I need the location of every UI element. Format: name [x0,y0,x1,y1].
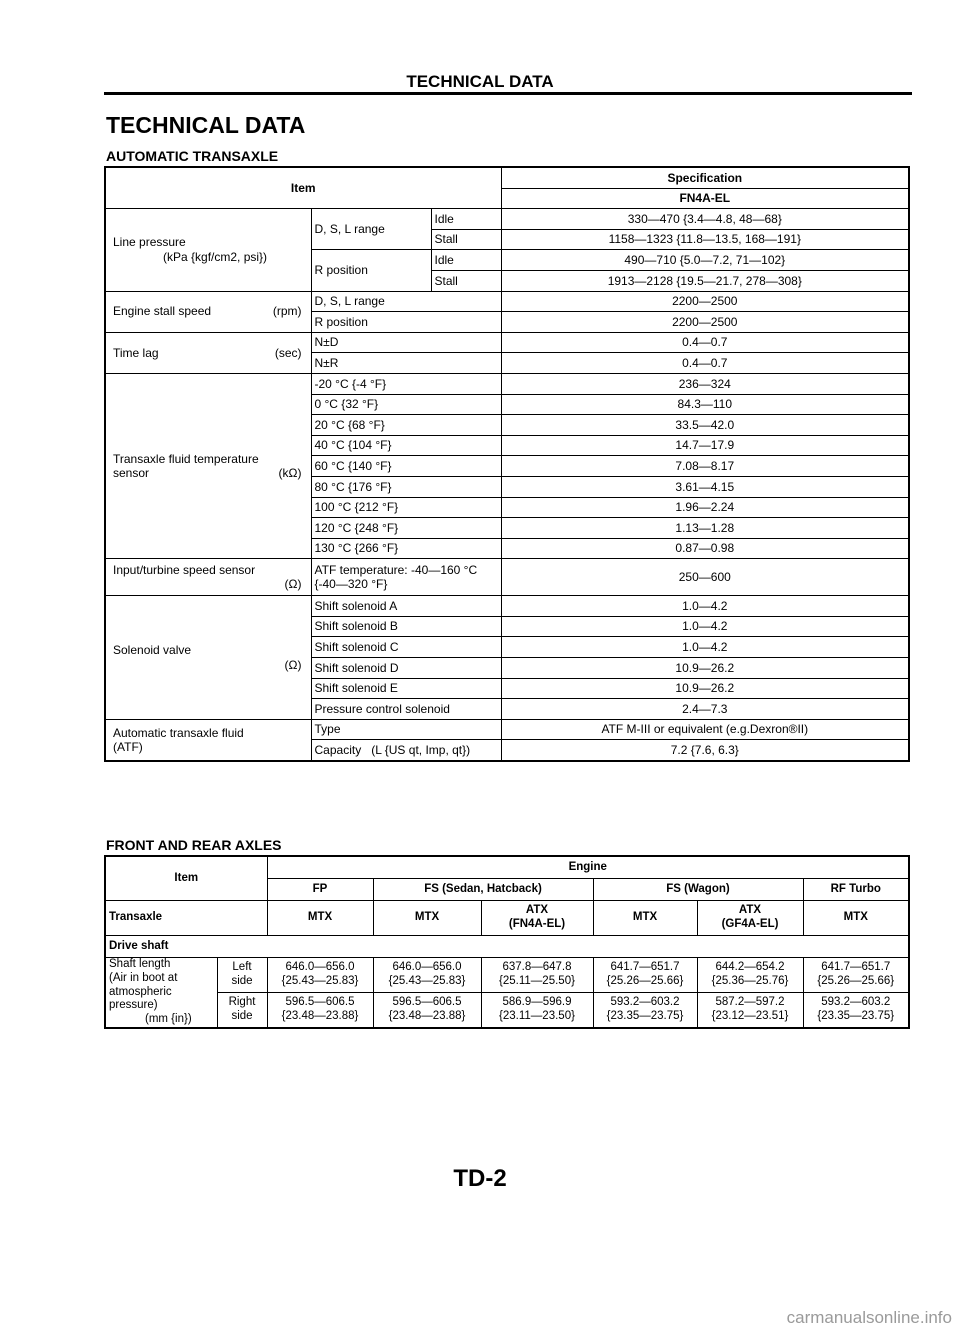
fluid-temp-row: 0 °C {32 °F} [311,394,501,415]
line-pressure-label: Line pressure (kPa {kgf/cm2, psi}) [105,209,311,291]
page-number: TD-2 [453,1165,507,1192]
automatic-transaxle-table [104,166,910,762]
spec-value: 33.5—42.0 [501,415,909,436]
engine-fs-sedan: FS (Sedan, Hatcback) [373,879,593,901]
spec-value: ATF M-III or equivalent (e.g.Dexron®II) [501,719,909,740]
stall-label: Stall [431,270,501,291]
watermark[interactable]: carmanualsonline.info [786,1308,952,1327]
right-value: 593.2—603.2 {23.35—23.75} [803,993,909,1029]
spec-value: 1.13—1.28 [501,518,909,539]
transaxle-fs-mtx: MTX [373,901,481,936]
stall-speed-label: Engine stall speed (rpm) [105,291,311,332]
spec-header: Specification [501,167,909,188]
header-rule [104,92,912,95]
atf-label: Automatic transaxle fluid (ATF) [105,719,311,761]
engine-header: Engine [267,856,909,879]
fluid-temp-row: 120 °C {248 °F} [311,518,501,539]
line-pressure-r: R position [311,250,431,291]
spec-value: 1.0—4.2 [501,596,909,617]
spec-value: 3.61—4.15 [501,476,909,497]
spec-value: 7.2 {7.6, 6.3} [501,740,909,761]
speed-sensor-condition: ATF temperature: -40—160 °C {-40—320 °F} [311,559,501,596]
solenoid-label: Solenoid valve (Ω) [105,596,311,720]
stall-speed-dsl: D, S, L range [311,291,501,312]
transaxle-wagon-atx: ATX (GF4A-EL) [697,901,803,936]
section-title-axles: FRONT AND REAR AXLES [106,837,282,853]
time-lag-nr: N±R [311,353,501,374]
left-value: 644.2—654.2 {25.36—25.76} [697,958,803,993]
fluid-temp-label: Transaxle fluid temperature sensor (kΩ) [105,373,311,558]
transaxle-fp: MTX [267,901,373,936]
axle-item-header: Item [105,856,267,901]
spec-value: 2200—2500 [501,291,909,312]
spec-value: 2200—2500 [501,312,909,333]
model-header: FN4A-EL [501,188,909,209]
line-pressure-dsl: D, S, L range [311,209,431,250]
fluid-temp-row: 20 °C {68 °F} [311,415,501,436]
spec-value: 1.0—4.2 [501,637,909,658]
engine-fp: FP [267,879,373,901]
solenoid-row: Shift solenoid A [311,596,501,617]
spec-value: 490—710 {5.0—7.2, 71—102} [501,250,909,271]
left-value: 641.7—651.7 {25.26—25.66} [803,958,909,993]
spec-value: 1.96—2.24 [501,497,909,518]
fluid-temp-row: 100 °C {212 °F} [311,497,501,518]
right-value: 587.2—597.2 {23.12—23.51} [697,993,803,1029]
solenoid-row: Shift solenoid B [311,616,501,637]
item-header: Item [105,167,501,209]
drive-shaft-label: Drive shaft [105,936,909,958]
transaxle-label: Transaxle [105,901,267,936]
spec-value: 1158—1323 {11.8—13.5, 168—191} [501,229,909,250]
section-title-automatic-transaxle: AUTOMATIC TRANSAXLE [106,148,279,164]
spec-value: 1.0—4.2 [501,616,909,637]
spec-value: 10.9—26.2 [501,678,909,699]
spec-value: 250—600 [501,559,909,596]
fluid-temp-row: 60 °C {140 °F} [311,456,501,477]
shaft-length-label: Shaft length (Air in boot at atmospheric pressure) (mm {in}) [105,958,217,1029]
left-side-label: Left side [217,958,267,993]
spec-value: 1913—2128 {19.5—21.7, 278—308} [501,270,909,291]
time-lag-nd: N±D [311,332,501,353]
spec-value: 10.9—26.2 [501,658,909,679]
solenoid-row: Shift solenoid D [311,658,501,679]
stall-speed-r: R position [311,312,501,333]
spec-value: 84.3—110 [501,394,909,415]
right-value: 593.2—603.2 {23.35—23.75} [593,993,697,1029]
left-value: 646.0—656.0 {25.43—25.83} [373,958,481,993]
spec-value: 330—470 {3.4—4.8, 48—68} [501,209,909,230]
right-value: 596.5—606.5 {23.48—23.88} [373,993,481,1029]
solenoid-row: Pressure control solenoid [311,699,501,720]
fluid-temp-row: -20 °C {-4 °F} [311,373,501,394]
page-title: TECHNICAL DATA [106,112,306,138]
spec-value: 0.4—0.7 [501,332,909,353]
stall-label: Stall [431,229,501,250]
left-value: 637.8—647.8 {25.11—25.50} [481,958,593,993]
transaxle-rf-mtx: MTX [803,901,909,936]
atf-capacity: Capacity (L {US qt, Imp, qt}) [311,740,501,761]
solenoid-row: Shift solenoid C [311,637,501,658]
idle-label: Idle [431,209,501,230]
atf-type: Type [311,719,501,740]
running-header: TECHNICAL DATA [406,72,554,91]
engine-rf-turbo: RF Turbo [803,879,909,901]
speed-sensor-label: Input/turbine speed sensor (Ω) [105,559,311,596]
spec-value: 0.4—0.7 [501,353,909,374]
fluid-temp-row: 80 °C {176 °F} [311,476,501,497]
spec-value: 0.87—0.98 [501,538,909,559]
axles-table [104,855,910,1029]
fluid-temp-row: 130 °C {266 °F} [311,538,501,559]
left-value: 646.0—656.0 {25.43—25.83} [267,958,373,993]
solenoid-row: Shift solenoid E [311,678,501,699]
left-value: 641.7—651.7 {25.26—25.66} [593,958,697,993]
transaxle-wagon-mtx: MTX [593,901,697,936]
transaxle-fs-atx: ATX (FN4A-EL) [481,901,593,936]
spec-value: 14.7—17.9 [501,435,909,456]
right-value: 586.9—596.9 {23.11—23.50} [481,993,593,1029]
spec-value: 7.08—8.17 [501,456,909,477]
right-value: 596.5—606.5 {23.48—23.88} [267,993,373,1029]
time-lag-label: Time lag (sec) [105,332,311,373]
engine-fs-wagon: FS (Wagon) [593,879,803,901]
right-side-label: Right side [217,993,267,1029]
spec-value: 236—324 [501,373,909,394]
spec-value: 2.4—7.3 [501,699,909,720]
idle-label: Idle [431,250,501,271]
fluid-temp-row: 40 °C {104 °F} [311,435,501,456]
